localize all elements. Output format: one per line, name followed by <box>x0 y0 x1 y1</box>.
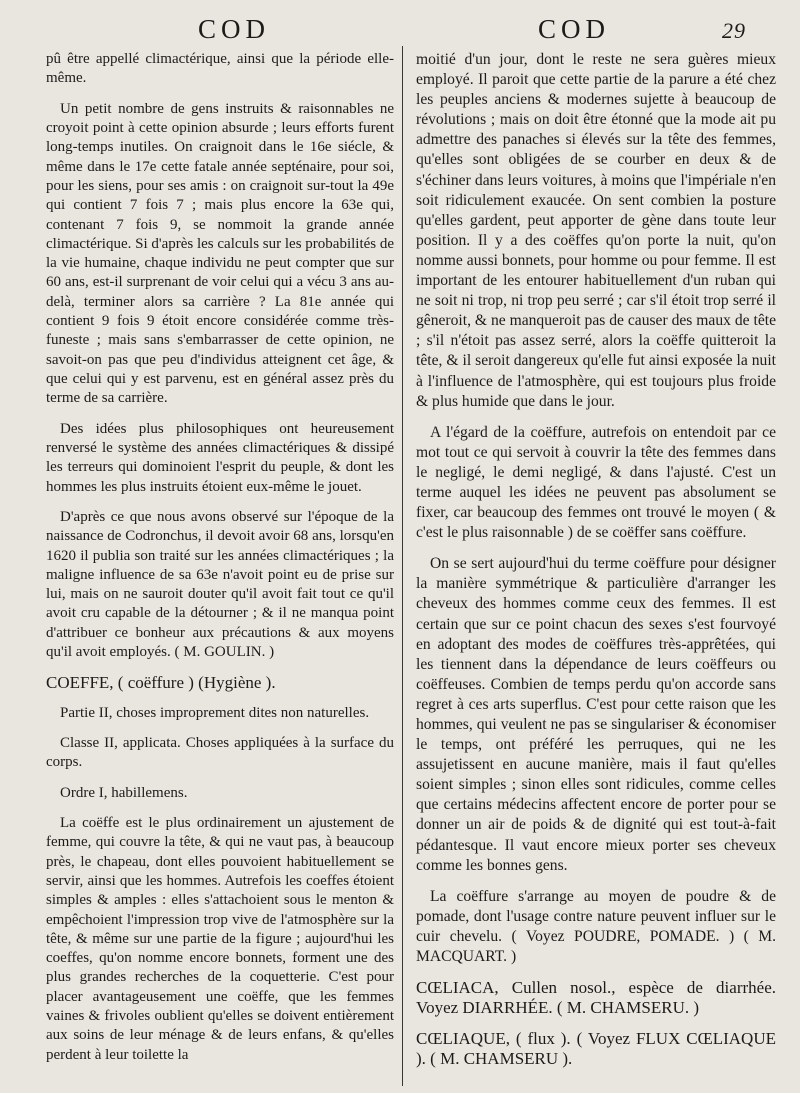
entry-heading: CŒLIACA, Cullen nosol., espèce de diarrhée. Voyez DIARRHÉE. ( M. CHAMSERU. ) <box>416 978 776 1018</box>
paragraph: pû être appellé climactérique, ainsi que la période elle-même. <box>46 51 394 87</box>
paragraph: On se sert aujourd'hui du terme coëffure pour désigner la manière symmétrique & particulière d'arranger les cheveux des hommes comme ceux des femmes. Il est certain que sur ce point chacun des sexes s'est fourvoyé en adoptant des modes de coëffures très-apprêtées, qui les tiennent dans la dépendance de leurs coëffeurs ou coëffeuses. Combien de temps perdu qu'on accorde sans regret à ces arts superflus. C'est pour cette raison que les hommes, qui veulent ne pas se singulariser & économiser le temps, ont préféré les perruques, qui ne les assujetissent en aucune manière, mais il faut qu'elles soient simples ; sinon elles sont ridicules, comme celles que certains médecins affectent encore de porter pour se donner un air de poids & de dignité qui est tout-à-fait pédantesque. Il vaut encore mieux porter ses cheveux comme les bonnes gens. <box>416 555 776 874</box>
entry-heading: COEFFE, ( coëffure ) (Hygiène ). <box>46 673 276 693</box>
right-column <box>416 50 776 1081</box>
paragraph: La coëffe est le plus ordinairement un ajustement de femme, qui couvre la tête, & qui ne vaut pas, à beaucoup près, le chapeau, dont elles pouvoient habituellement se servir, ainsi que les hommes. Autrefois les coeffes étoient simples & amples : elles s'attachoient sous le menton & empêchoient l'impression trop vive de l'atmosphère sur la tête, & même sur une partie de la figure ; aujourd'hui les coeffes, qu'on nomme encore bonnets, forment une des plus grandes recherches de la coquetterie. C'est pour placer avantageusement une coëffe, que les femmes vaines & frivoles oublient qu'elles se doivent entièrement aux soins de leur ménage & de leurs enfans, & qu'elles perdent à leur toilette la <box>46 814 394 1063</box>
paragraph: Classe II, applicata. Choses appliquées à la surface du corps. <box>46 735 394 771</box>
running-head <box>0 14 800 46</box>
page-number: 29 <box>722 18 746 43</box>
paragraph: A l'égard de la coëffure, autrefois on entendoit par ce mot tout ce qui servoit à couvrir la tête des femmes dans le negligé, le demi negligé, & dans l'ajusté. C'est un terme auquel les idées ne peuvent pas absolument se fixer, car beaucoup des femmes ont trouvé le moyen ( & c'est le plus raisonnable ) de se coëffer sans coëffure. <box>416 423 776 542</box>
entry-heading: CŒLIAQUE, ( flux ). ( Voyez FLUX CŒLIAQUE ). ( M. CHAMSERU ). <box>416 1029 776 1069</box>
paragraph: D'après ce que nous avons observé sur l'époque de la naissance de Codronchus, il devoit avoir 68 ans, lorsqu'en 1620 il publia son traité sur les années climactériques ; la maligne influence de sa 63e n'avoit point eu de prise sur lui, mais on ne sauroit douter qu'il avoit fait tout ce qu'il avoit cru capable de la détourner ; & il ne manqua point d'attribuer ce bonheur aux précautions & aux moyens qu'il avoit employés. ( M. GOULIN. ) <box>46 508 394 661</box>
paragraph: Un petit nombre de gens instruits & raisonnables ne croyoit point à cette opinion absurde ; leurs efforts furent long-temps inutiles. On craignoit dans le 16e siécle, & même dans le 17e cette fatale année septénaire, pour soi, pour les siens, pour ses amis : on craignoit sur-tout la 49e qui contient 7 fois 7 ; mais plus encore la 63e qui, contenant 7 fois 9, se nommoit la grande année climactérique. Si d'après les calculs sur les probabilités de la vie humaine, chaque individu ne peut compter que sur 60 ans, est-il surprenant de voir celui qui a vécu 3 ans au-delà, terminer alors sa carrière ? La 81e année qui contient 9 fois 9 étoit encore considérée comme très-funeste ; mais sans s'embarrasser de cette opinion, ne savoit-on pas que peu d'individus atteignent cet âge, & que celui qui y est parvenu, est en général assez près du terme de sa carrière. <box>46 100 395 407</box>
paragraph: Partie II, choses improprement dites non naturelles. <box>60 704 370 721</box>
left-column <box>46 50 394 1076</box>
column-rule <box>402 46 403 1086</box>
paragraph: Ordre I, habillemens. <box>60 784 188 801</box>
header-right: COD <box>538 14 611 44</box>
header-left: COD <box>198 14 271 44</box>
paragraph: Des idées plus philosophiques ont heureusement renversé le système des années climactériques & dissipé les terreurs qui dominoient l'esprit du peuple, & dont les hommes les plus instruits étoient eux-même le jouet. <box>46 420 394 495</box>
paragraph: La coëffure s'arrange au moyen de poudre & de pomade, dont l'usage contre nature peuvent influer sur le cuir chevelu. ( Voyez POUDRE, POMADE. ) ( M. MACQUART. ) <box>416 887 776 966</box>
paragraph: moitié d'un jour, dont le reste ne sera guères mieux employé. Il paroit que cette partie de la parure a été chez les peuples anciens & modernes sujette à beaucoup de révolutions ; mais on doit être étonné que la mode ait pu admettre des panaches si élevés sur la tête des femmes, qu'elles sont obligées de se courber en deux & de s'échiner dans leurs voitures, à moins que l'impériale n'en soit ridiculement exaucée. On sent combien la posture qu'elles gardent, peut apporter de gène dans toute leur position. Il y a des coëffes qu'on porte la nuit, qu'on nomme aussi bonnets, pour homme ou pour femme. Il est important de les entourer habituellement d'un ruban qui ne soit ni trop, ni trop peu serré ; car s'il étoit trop serré il gêneroit, & ne manqueroit pas de causer des maux de tête ; s'il n'étoit pas assez serré, alors la coëffe quitteroit la tête, & il seroit dangereux qu'elle fut ainsi exposée la nuit à l'influence de l'atmosphère, qui est toujours plus froide & plus humide que dans le jour. <box>416 51 776 410</box>
